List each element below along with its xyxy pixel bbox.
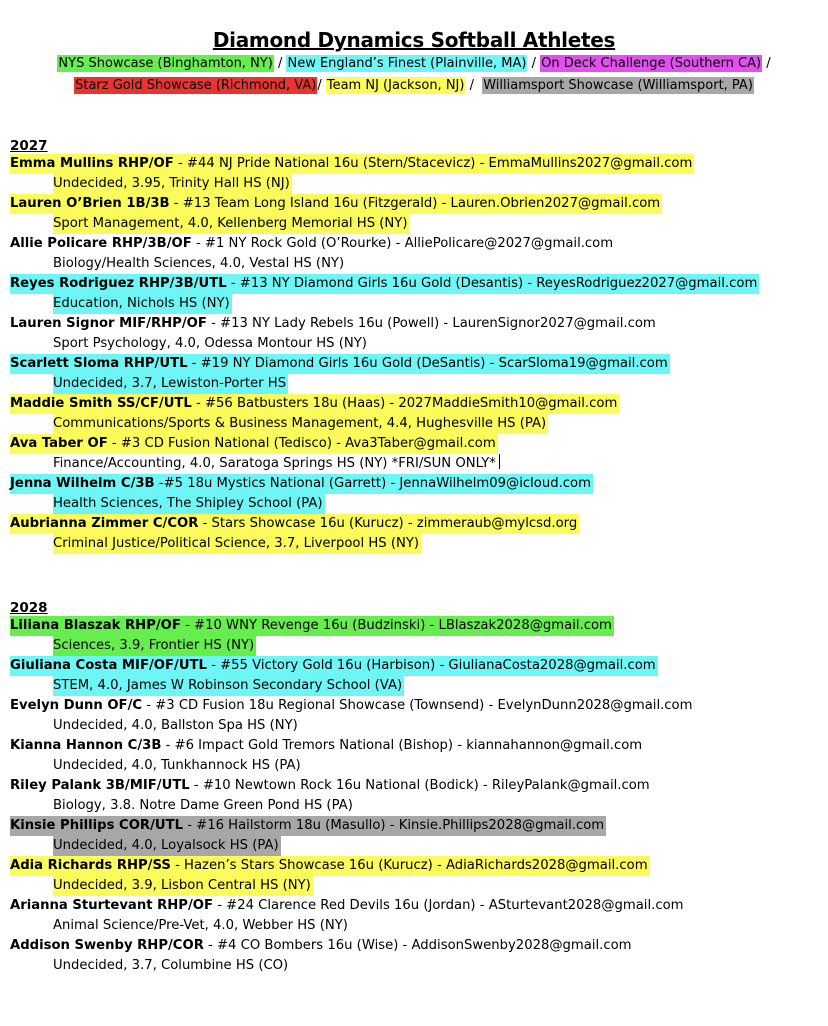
athlete-line-2: Undecided, 3.7, Lewiston-Porter HS — [53, 374, 288, 394]
athlete-team-email: - #13 NY Diamond Girls 16u Gold (Desantis) - ReyesRodriguez2027@gmail.com — [226, 276, 758, 291]
athlete-line-2: Communications/Sports & Business Management, 4.4, Hughesville HS (PA) — [53, 414, 548, 434]
athlete-line-2: STEM, 4.0, James W Robinson Secondary School (VA) — [53, 676, 404, 696]
athlete-line-2: Undecided, 3.7, Columbine HS (CO) — [53, 958, 289, 973]
legend-event-magenta: On Deck Challenge (Southern CA) — [541, 56, 762, 71]
athlete-line-2: Animal Science/Pre-Vet, 4.0, Webber HS (NY) — [53, 918, 348, 933]
legend-separator: / — [465, 78, 483, 93]
athlete-line-2: Sport Management, 4.0, Kellenberg Memorial HS (NY) — [53, 214, 409, 234]
athlete-team-email: - #3 CD Fusion 18u Regional Showcase (Townsend) - EvelynDunn2028@gmail.com — [142, 698, 693, 713]
athlete-entry — [10, 696, 694, 736]
athlete-entry — [10, 474, 593, 514]
athlete-team-email: - #44 NJ Pride National 16u (Stern/Stacevicz) - EmmaMullins2027@gmail.com — [173, 156, 693, 171]
athlete-line-1 — [10, 194, 662, 214]
athlete-entry — [10, 234, 615, 274]
athlete-line-2: Sport Psychology, 4.0, Odessa Montour HS (NY) — [53, 336, 367, 351]
athlete-line-1 — [10, 274, 759, 294]
athlete-line-2: Undecided, 4.0, Tunkhannock HS (PA) — [53, 758, 301, 773]
athlete-line-2: Undecided, 4.0, Ballston Spa HS (NY) — [53, 718, 298, 733]
athlete-team-email: -#5 18u Mystics National (Garrett) - JennaWilhelm09@icloud.com — [154, 476, 591, 491]
athlete-line-1 — [10, 856, 650, 876]
athlete-name: Adia Richards RHP/SS — [10, 858, 171, 873]
athlete-line-1 — [10, 816, 606, 836]
athlete-line-2: Sciences, 3.9, Frontier HS (NY) — [53, 636, 256, 656]
legend-separator: / — [317, 78, 326, 93]
athlete-entry — [10, 816, 606, 856]
athlete-entry — [10, 434, 500, 474]
legend-separator: / — [762, 56, 771, 71]
athlete-entry — [10, 514, 579, 554]
athlete-entry — [10, 154, 694, 194]
athlete-name: Aubrianna Zimmer C/COR — [10, 516, 199, 531]
athlete-team-email: - #16 Hailstorm 18u (Masullo) - Kinsie.Phillips2028@gmail.com — [183, 818, 605, 833]
athlete-name: Scarlett Sloma RHP/UTL — [10, 356, 188, 371]
athlete-name: Evelyn Dunn OF/C — [10, 698, 143, 713]
athlete-team-email: - #10 Newtown Rock 16u National (Bodick) - RileyPalank@gmail.com — [189, 778, 650, 793]
athlete-name: Riley Palank 3B/MIF/UTL — [10, 778, 190, 793]
athlete-name: Jenna Wilhelm C/3B — [10, 476, 155, 491]
athlete-line-2: Education, Nichols HS (NY) — [53, 294, 232, 314]
athlete-line-2: Finance/Accounting, 4.0, Saratoga Springs HS (NY) *FRI/SUN ONLY* — [53, 456, 496, 471]
event-legend-line-2 — [0, 78, 828, 93]
athlete-line-2: Biology, 3.8. Notre Dame Green Pond HS (PA) — [53, 798, 353, 813]
athlete-name: Lauren Signor MIF/RHP/OF — [10, 316, 207, 331]
athlete-name: Maddie Smith SS/CF/UTL — [10, 396, 192, 411]
athlete-entry — [10, 856, 650, 896]
athlete-entry — [10, 896, 686, 936]
legend-event-yellow: Team NJ (Jackson, NJ) — [326, 78, 465, 93]
legend-event-cyan: New England’s Finest (Plainville, MA) — [287, 56, 527, 71]
athlete-entry — [10, 194, 662, 234]
athlete-name: Emma Mullins RHP/OF — [10, 156, 174, 171]
athlete-name: Ava Taber OF — [10, 436, 108, 451]
athlete-team-email: - #6 Impact Gold Tremors National (Bishop) - kiannahannon@gmail.com — [161, 738, 643, 753]
athlete-line-1 — [10, 474, 593, 494]
athlete-line-1 — [10, 776, 652, 796]
athlete-entry — [10, 936, 634, 976]
athlete-entry — [10, 314, 658, 354]
athlete-entry — [10, 354, 670, 394]
athlete-team-email: - #1 NY Rock Gold (O’Rourke) - AlliePolicare@2027@gmail.com — [191, 236, 614, 251]
athlete-line-2: Undecided, 4.0, Loyalsock HS (PA) — [53, 836, 281, 856]
athlete-name: Giuliana Costa MIF/OF/UTL — [10, 658, 207, 673]
athlete-name: Kinsie Phillips COR/UTL — [10, 818, 184, 833]
athlete-line-1 — [10, 656, 658, 676]
page-title: Diamond Dynamics Softball Athletes — [212, 28, 616, 52]
event-legend-line-1 — [0, 56, 828, 71]
athlete-team-email: - #55 Victory Gold 16u (Harbison) - GiulianaCosta2028@gmail.com — [206, 658, 656, 673]
athlete-name: Allie Policare RHP/3B/OF — [10, 236, 192, 251]
legend-separator: / — [273, 56, 287, 71]
year-heading: 2027 — [10, 138, 48, 154]
athlete-name: Reyes Rodriguez RHP/3B/UTL — [10, 276, 227, 291]
athlete-team-email: - #3 CD Fusion National (Tedisco) - Ava3Taber@gmail.com — [107, 436, 496, 451]
athlete-team-email: - Hazen’s Stars Showcase 16u (Kurucz) - AdiaRichards2028@gmail.com — [170, 858, 648, 873]
athlete-entry — [10, 274, 759, 314]
athlete-team-email: - #4 CO Bombers 16u (Wise) - AddisonSwenby2028@gmail.com — [203, 938, 632, 953]
athlete-line-2: Undecided, 3.9, Lisbon Central HS (NY) — [53, 876, 313, 896]
athlete-entry — [10, 776, 652, 816]
athlete-line-1 — [10, 314, 658, 334]
athlete-line-1 — [10, 394, 619, 414]
athlete-name: Arianna Sturtevant RHP/OF — [10, 898, 214, 913]
athlete-line-2: Health Sciences, The Shipley School (PA) — [53, 494, 325, 514]
text-cursor — [499, 454, 500, 469]
athlete-line-1 — [10, 154, 694, 174]
athlete-entry — [10, 394, 619, 434]
athlete-line-1 — [10, 354, 670, 374]
athlete-name: Liliana Blaszak RHP/OF — [10, 618, 181, 633]
legend-event-green: NYS Showcase (Binghamton, NY) — [58, 56, 273, 71]
legend-event-gray: Williamsport Showcase (Williamsport, PA) — [483, 78, 753, 93]
athlete-line-1 — [10, 234, 615, 254]
athlete-team-email: - #10 WNY Revenge 16u (Budzinski) - LBlaszak2028@gmail.com — [180, 618, 612, 633]
athlete-line-2: Biology/Health Sciences, 4.0, Vestal HS (NY) — [53, 256, 345, 271]
athlete-name: Lauren O’Brien 1B/3B — [10, 196, 170, 211]
athlete-line-1 — [10, 616, 614, 636]
athlete-line-1 — [10, 696, 694, 716]
athlete-line-2: Criminal Justice/Political Science, 3.7, Liverpool HS (NY) — [53, 534, 421, 554]
athlete-entry — [10, 736, 644, 776]
athlete-team-email: - #56 Batbusters 18u (Haas) - 2027MaddieSmith10@gmail.com — [191, 396, 618, 411]
legend-separator: / — [527, 56, 541, 71]
athlete-name: Kianna Hannon C/3B — [10, 738, 162, 753]
athlete-team-email: - #19 NY Diamond Girls 16u Gold (DeSantis) - ScarSloma19@gmail.com — [187, 356, 668, 371]
athlete-line-1 — [10, 434, 498, 454]
athlete-team-email: - #13 Team Long Island 16u (Fitzgerald) - Lauren.Obrien2027@gmail.com — [169, 196, 661, 211]
year-heading: 2028 — [10, 600, 48, 616]
athlete-line-1 — [10, 936, 634, 956]
athlete-team-email: - #13 NY Lady Rebels 16u (Powell) - LaurenSignor2027@gmail.com — [206, 316, 656, 331]
athlete-name: Addison Swenby RHP/COR — [10, 938, 204, 953]
athlete-line-2: Undecided, 3.95, Trinity Hall HS (NJ) — [53, 174, 292, 194]
athlete-line-1 — [10, 896, 686, 916]
athlete-entry — [10, 656, 658, 696]
athlete-line-1 — [10, 514, 579, 534]
legend-event-red: Starz Gold Showcase (Richmond, VA) — [75, 78, 317, 93]
athlete-team-email: - #24 Clarence Red Devils 16u (Jordan) - ASturtevant2028@gmail.com — [213, 898, 684, 913]
athlete-team-email: - Stars Showcase 16u (Kurucz) - zimmeraub@mylcsd.org — [198, 516, 578, 531]
athlete-line-1 — [10, 736, 644, 756]
athlete-entry — [10, 616, 614, 656]
